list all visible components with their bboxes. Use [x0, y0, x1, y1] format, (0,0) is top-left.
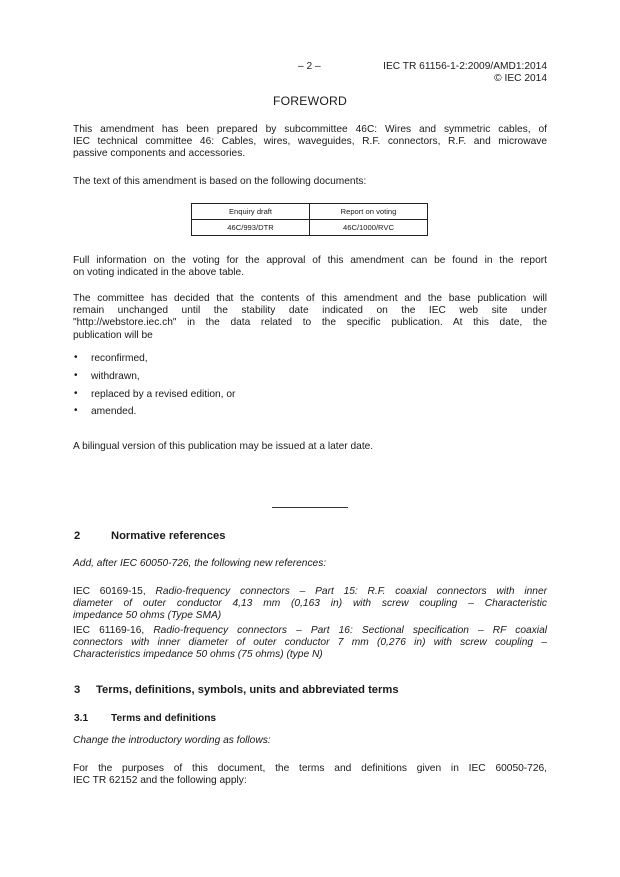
reference-title: Radio-frequency connectors – Part 16: Sectional specification – RF coaxial	[153, 625, 548, 636]
table-header-cell: Enquiry draft	[192, 204, 310, 220]
reference-title: Radio-frequency connectors – Part 15: R.F. coaxial connectors with inner	[155, 586, 547, 597]
doc-reference-id: IEC TR 61156-1-2:2009/AMD1:2014	[383, 61, 547, 72]
table-cell: 46C/1000/RVC	[310, 220, 428, 236]
section-number: 2	[74, 530, 81, 542]
table-cell: 46C/993/DTR	[192, 220, 310, 236]
section-number: 3	[74, 684, 81, 696]
page-number: – 2 –	[298, 61, 321, 72]
text-line: For the purposes of this document, the terms and definitions given in IEC 60050-726,	[73, 763, 547, 774]
document-reference	[383, 61, 547, 84]
text-line: on voting indicated in the above table.	[73, 267, 245, 279]
text-line: remain unchanged until the stability date indicated on the IEC web site under	[73, 305, 547, 317]
documents-table	[191, 203, 428, 236]
reference-id: IEC 60169-15,	[73, 586, 156, 597]
foreword-paragraph-4	[73, 293, 547, 342]
text-line: connectors with inner diameter of outer conductor 7 mm (0,276 in) with screw coupling –	[73, 637, 547, 649]
subsection-number: 3.1	[74, 713, 89, 724]
reference-entry-1	[73, 586, 547, 623]
subsection-title: Terms and definitions	[111, 713, 217, 724]
copyright-notice: © IEC 2014	[494, 72, 547, 84]
foreword-paragraph-2: The text of this amendment is based on the following documents:	[73, 176, 367, 187]
section-3-instruction: Change the introductory wording as follows:	[73, 735, 271, 746]
text-line: publication will be	[73, 329, 153, 341]
bullet-icon: •	[74, 370, 78, 381]
text-line: impedance 50 ohms (Type SMA)	[73, 610, 222, 622]
bullet-text: reconfirmed,	[91, 353, 148, 364]
text-line: Characteristics impedance 50 ohms (75 ohms) (type N)	[73, 649, 323, 661]
bullet-text: withdrawn,	[91, 371, 140, 382]
table-row	[192, 220, 428, 236]
foreword-title: FOREWORD	[272, 94, 348, 108]
text-line	[73, 625, 547, 637]
section-2-instruction: Add, after IEC 60050-726, the following new references:	[73, 558, 327, 569]
section-3-paragraph	[73, 763, 547, 787]
text-line: This amendment has been prepared by subcommittee 46C: Wires and symmetric cables, of	[73, 124, 547, 135]
foreword-paragraph-5: A bilingual version of this publication may be issued at a later date.	[73, 441, 374, 452]
reference-entry-2	[73, 625, 547, 662]
text-line: diameter of outer conductor 4,13 mm (0,163 in) with screw coupling – Characteristic	[73, 598, 547, 610]
reference-id: IEC 61169-16,	[73, 625, 154, 636]
text-line: Full information on the voting for the approval of this amendment can be found in the report	[73, 255, 547, 266]
text-line: IEC technical committee 46: Cables, wires, waveguides, R.F. connectors, R.F. and microwave	[73, 136, 547, 148]
text-line: The committee has decided that the contents of this amendment and the base publication will	[73, 293, 547, 304]
text-line	[73, 586, 547, 598]
bullet-text: amended.	[91, 406, 137, 417]
bullet-text: replaced by a revised edition, or	[91, 389, 236, 400]
foreword-paragraph-1	[73, 124, 547, 161]
text-line: "http://webstore.iec.ch" in the data related to the specific publication. At this date, the	[73, 317, 547, 329]
bullet-icon: •	[74, 388, 78, 399]
bullet-icon: •	[74, 352, 78, 363]
bullet-icon: •	[74, 405, 78, 416]
foreword-paragraph-3	[73, 255, 547, 279]
text-line: passive components and accessories.	[73, 148, 246, 160]
text-line: IEC TR 62152 and the following apply:	[73, 775, 247, 787]
section-title: Normative references	[111, 530, 226, 542]
table-header-row	[192, 204, 428, 220]
section-divider	[272, 507, 348, 508]
table-header-cell: Report on voting	[310, 204, 428, 220]
section-title: Terms, definitions, symbols, units and abbreviated terms	[96, 684, 399, 696]
